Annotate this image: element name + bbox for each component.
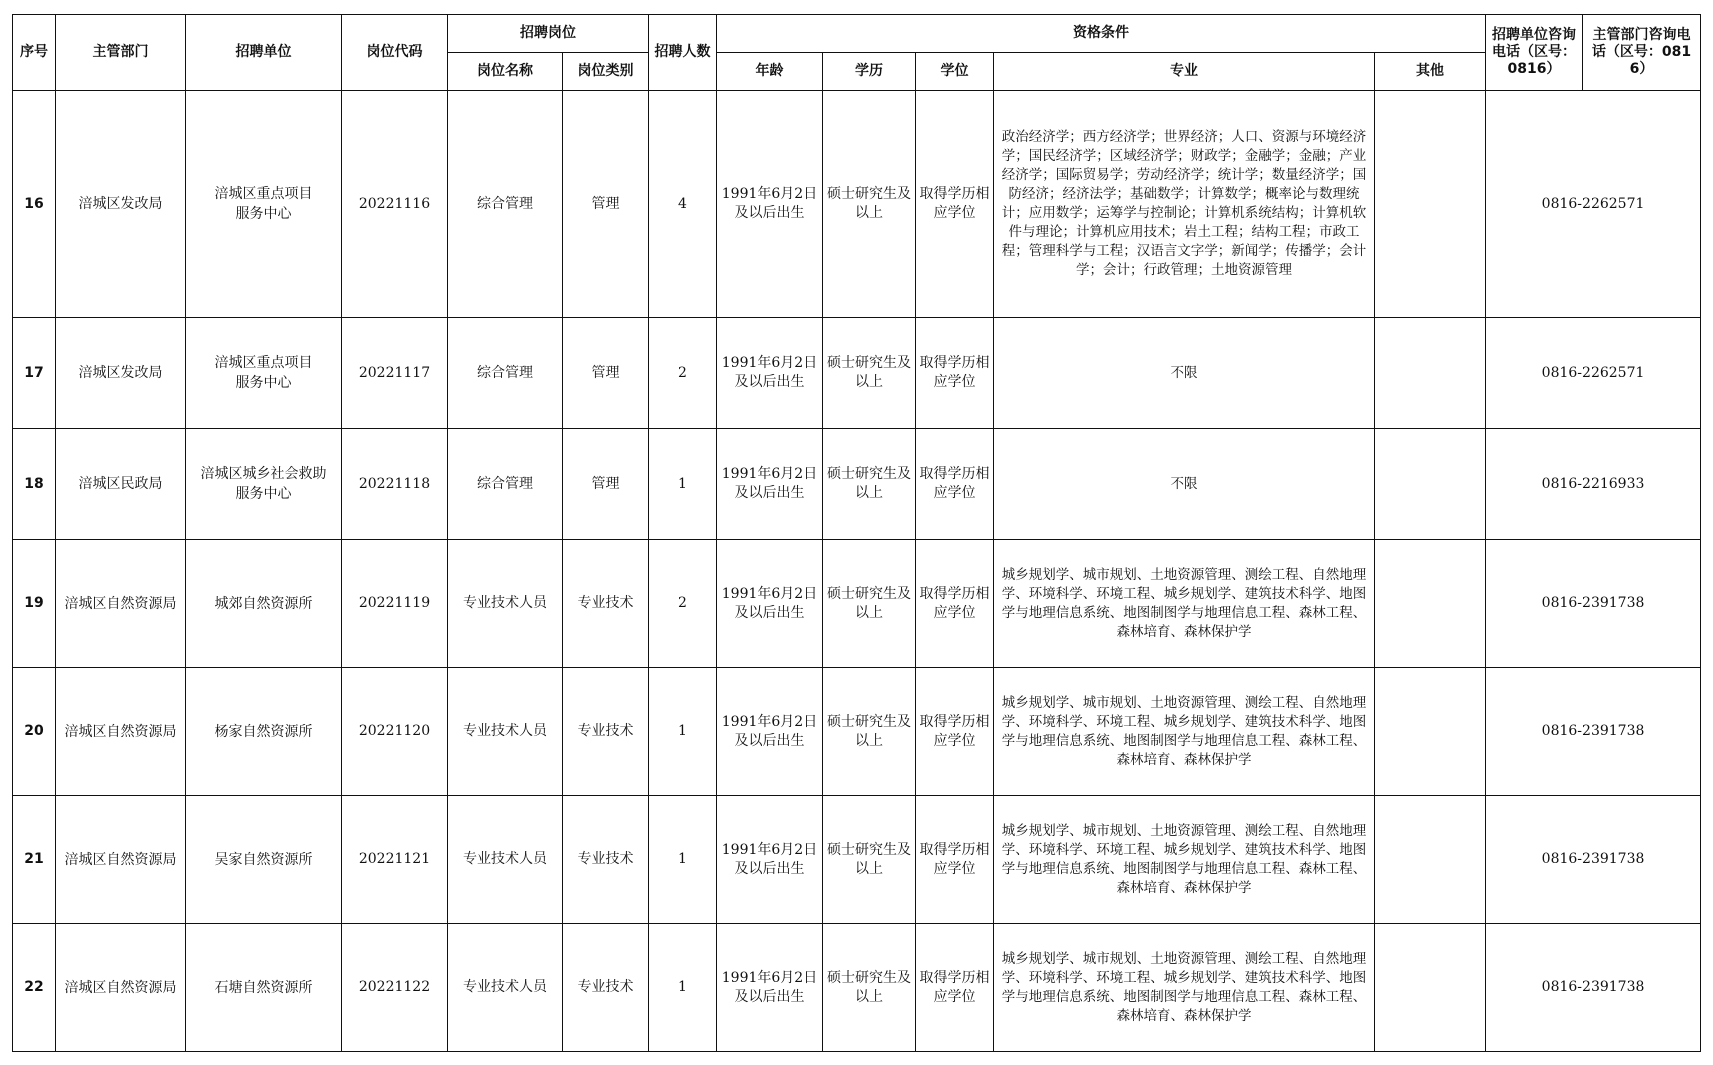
- cell-degree: 取得学历相应学位: [916, 91, 994, 318]
- table-row: [13, 540, 1701, 668]
- cell-unit: [186, 429, 342, 540]
- cell-unit: [186, 924, 342, 1052]
- cell-seq: 16: [13, 91, 56, 318]
- cell-major: 不限: [994, 429, 1375, 540]
- header-seq: 序号: [13, 15, 56, 91]
- cell-count: 1: [649, 924, 717, 1052]
- cell-seq: 17: [13, 318, 56, 429]
- header-post-type: 岗位类别: [563, 53, 649, 91]
- cell-other: [1375, 429, 1486, 540]
- cell-age: 1991年6月2日及以后出生: [717, 924, 823, 1052]
- cell-unit: [186, 91, 342, 318]
- cell-unit: [186, 668, 342, 796]
- cell-code: 20221117: [342, 318, 448, 429]
- cell-post-name: 专业技术人员: [448, 796, 563, 924]
- cell-code: 20221120: [342, 668, 448, 796]
- cell-unit: [186, 796, 342, 924]
- cell-other: [1375, 924, 1486, 1052]
- header-dept-phone: 主管部门咨询电话（区号：0816）: [1583, 15, 1701, 91]
- cell-post-name: 综合管理: [448, 91, 563, 318]
- cell-dept: 涪城区自然资源局: [56, 540, 186, 668]
- header-row-1: [13, 15, 1701, 53]
- cell-other: [1375, 796, 1486, 924]
- cell-other: [1375, 318, 1486, 429]
- header-age: 年龄: [717, 53, 823, 91]
- cell-seq: 18: [13, 429, 56, 540]
- cell-age: 1991年6月2日及以后出生: [717, 318, 823, 429]
- cell-degree: 取得学历相应学位: [916, 924, 994, 1052]
- cell-dept: 涪城区发改局: [56, 91, 186, 318]
- cell-code: 20221121: [342, 796, 448, 924]
- cell-code: 20221122: [342, 924, 448, 1052]
- recruitment-table: [12, 14, 1701, 1052]
- cell-post-type: 管理: [563, 91, 649, 318]
- cell-count: 1: [649, 668, 717, 796]
- header-major: 专业: [994, 53, 1375, 91]
- recruitment-table-wrapper: [12, 14, 1701, 1052]
- cell-major: 城乡规划学、城市规划、土地资源管理、测绘工程、自然地理学、环境科学、环境工程、城乡规划学、建筑技术科学、地图学与地理信息系统、地图制图学与地理信息工程、森林工程、森林培育、森林保护学: [994, 668, 1375, 796]
- cell-dept: 涪城区自然资源局: [56, 668, 186, 796]
- table-row: [13, 91, 1701, 318]
- cell-count: 2: [649, 540, 717, 668]
- table-row: [13, 429, 1701, 540]
- cell-edu: 硕士研究生及以上: [823, 796, 916, 924]
- cell-major: 不限: [994, 318, 1375, 429]
- cell-phone: 0816-2391738: [1486, 668, 1701, 796]
- cell-post-type: 管理: [563, 429, 649, 540]
- table-row: [13, 668, 1701, 796]
- cell-major: 城乡规划学、城市规划、土地资源管理、测绘工程、自然地理学、环境科学、环境工程、城乡规划学、建筑技术科学、地图学与地理信息系统、地图制图学与地理信息工程、森林工程、森林培育、森林保护学: [994, 796, 1375, 924]
- cell-edu: 硕士研究生及以上: [823, 668, 916, 796]
- cell-other: [1375, 668, 1486, 796]
- unit-line-1: 石塘自然资源所: [214, 979, 313, 996]
- cell-seq: 20: [13, 668, 56, 796]
- cell-post-name: 专业技术人员: [448, 924, 563, 1052]
- header-degree: 学位: [916, 53, 994, 91]
- cell-major: 城乡规划学、城市规划、土地资源管理、测绘工程、自然地理学、环境科学、环境工程、城乡规划学、建筑技术科学、地图学与地理信息系统、地图制图学与地理信息工程、森林工程、森林培育、森林保护学: [994, 924, 1375, 1052]
- cell-post-type: 专业技术: [563, 796, 649, 924]
- cell-phone: 0816-2216933: [1486, 429, 1701, 540]
- cell-phone: 0816-2262571: [1486, 318, 1701, 429]
- cell-edu: 硕士研究生及以上: [823, 91, 916, 318]
- cell-post-name: 综合管理: [448, 318, 563, 429]
- cell-post-type: 专业技术: [563, 540, 649, 668]
- cell-phone: 0816-2262571: [1486, 91, 1701, 318]
- header-code: 岗位代码: [342, 15, 448, 91]
- header-qualification-group: 资格条件: [717, 15, 1486, 53]
- cell-edu: 硕士研究生及以上: [823, 924, 916, 1052]
- header-dept: 主管部门: [56, 15, 186, 91]
- table-row: [13, 924, 1701, 1052]
- cell-degree: 取得学历相应学位: [916, 318, 994, 429]
- cell-dept: 涪城区自然资源局: [56, 796, 186, 924]
- cell-dept: 涪城区自然资源局: [56, 924, 186, 1052]
- table-row: [13, 796, 1701, 924]
- cell-phone: 0816-2391738: [1486, 796, 1701, 924]
- header-post-name: 岗位名称: [448, 53, 563, 91]
- unit-line-1: 杨家自然资源所: [214, 723, 313, 740]
- cell-phone: 0816-2391738: [1486, 540, 1701, 668]
- cell-major: 城乡规划学、城市规划、土地资源管理、测绘工程、自然地理学、环境科学、环境工程、城乡规划学、建筑技术科学、地图学与地理信息系统、地图制图学与地理信息工程、森林工程、森林培育、森林保护学: [994, 540, 1375, 668]
- unit-line-2: 服务中心: [235, 206, 292, 222]
- cell-post-type: 专业技术: [563, 668, 649, 796]
- cell-seq: 19: [13, 540, 56, 668]
- cell-unit: [186, 318, 342, 429]
- cell-degree: 取得学历相应学位: [916, 796, 994, 924]
- header-count: 招聘人数: [649, 15, 717, 91]
- header-other: 其他: [1375, 53, 1486, 91]
- unit-line-1: 涪城区重点项目: [214, 186, 313, 202]
- unit-line-1: 城郊自然资源所: [214, 595, 313, 612]
- header-edu: 学历: [823, 53, 916, 91]
- header-unit-phone: 招聘单位咨询电话（区号：0816）: [1486, 15, 1583, 91]
- cell-age: 1991年6月2日及以后出生: [717, 668, 823, 796]
- cell-degree: 取得学历相应学位: [916, 429, 994, 540]
- cell-dept: 涪城区发改局: [56, 318, 186, 429]
- cell-age: 1991年6月2日及以后出生: [717, 91, 823, 318]
- cell-major: 政治经济学；西方经济学；世界经济；人口、资源与环境经济学；国民经济学；区域经济学；财政学；金融学；金融；产业经济学；国际贸易学；劳动经济学；统计学；数量经济学；国防经济；经济法学；基础数学；计算数学；概率论与数理统计；应用数学；运筹学与控制论；计算机系统结构；计算机软件与理论；计算机应用技术；岩土工程；结构工程；市政工程；管理科学与工程；汉语言文字学；新闻学；传播学；会计学；会计；行政管理；土地资源管理: [994, 91, 1375, 318]
- cell-age: 1991年6月2日及以后出生: [717, 796, 823, 924]
- cell-degree: 取得学历相应学位: [916, 540, 994, 668]
- cell-edu: 硕士研究生及以上: [823, 429, 916, 540]
- cell-count: 1: [649, 796, 717, 924]
- cell-age: 1991年6月2日及以后出生: [717, 429, 823, 540]
- cell-post-name: 专业技术人员: [448, 668, 563, 796]
- cell-other: [1375, 540, 1486, 668]
- cell-seq: 21: [13, 796, 56, 924]
- header-unit: 招聘单位: [186, 15, 342, 91]
- cell-count: 4: [649, 91, 717, 318]
- cell-count: 2: [649, 318, 717, 429]
- unit-line-2: 服务中心: [235, 375, 292, 391]
- table-row: [13, 318, 1701, 429]
- cell-other: [1375, 91, 1486, 318]
- cell-age: 1991年6月2日及以后出生: [717, 540, 823, 668]
- cell-post-type: 专业技术: [563, 924, 649, 1052]
- unit-line-1: 涪城区重点项目: [214, 355, 313, 371]
- cell-post-name: 综合管理: [448, 429, 563, 540]
- unit-line-1: 吴家自然资源所: [214, 851, 313, 868]
- cell-count: 1: [649, 429, 717, 540]
- cell-code: 20221118: [342, 429, 448, 540]
- cell-code: 20221116: [342, 91, 448, 318]
- unit-line-1: 涪城区城乡社会救助: [200, 466, 327, 482]
- unit-line-2: 服务中心: [235, 486, 292, 502]
- header-post-group: 招聘岗位: [448, 15, 649, 53]
- cell-phone: 0816-2391738: [1486, 924, 1701, 1052]
- cell-post-type: 管理: [563, 318, 649, 429]
- cell-unit: [186, 540, 342, 668]
- cell-degree: 取得学历相应学位: [916, 668, 994, 796]
- cell-seq: 22: [13, 924, 56, 1052]
- cell-edu: 硕士研究生及以上: [823, 540, 916, 668]
- cell-edu: 硕士研究生及以上: [823, 318, 916, 429]
- cell-code: 20221119: [342, 540, 448, 668]
- cell-post-name: 专业技术人员: [448, 540, 563, 668]
- cell-dept: 涪城区民政局: [56, 429, 186, 540]
